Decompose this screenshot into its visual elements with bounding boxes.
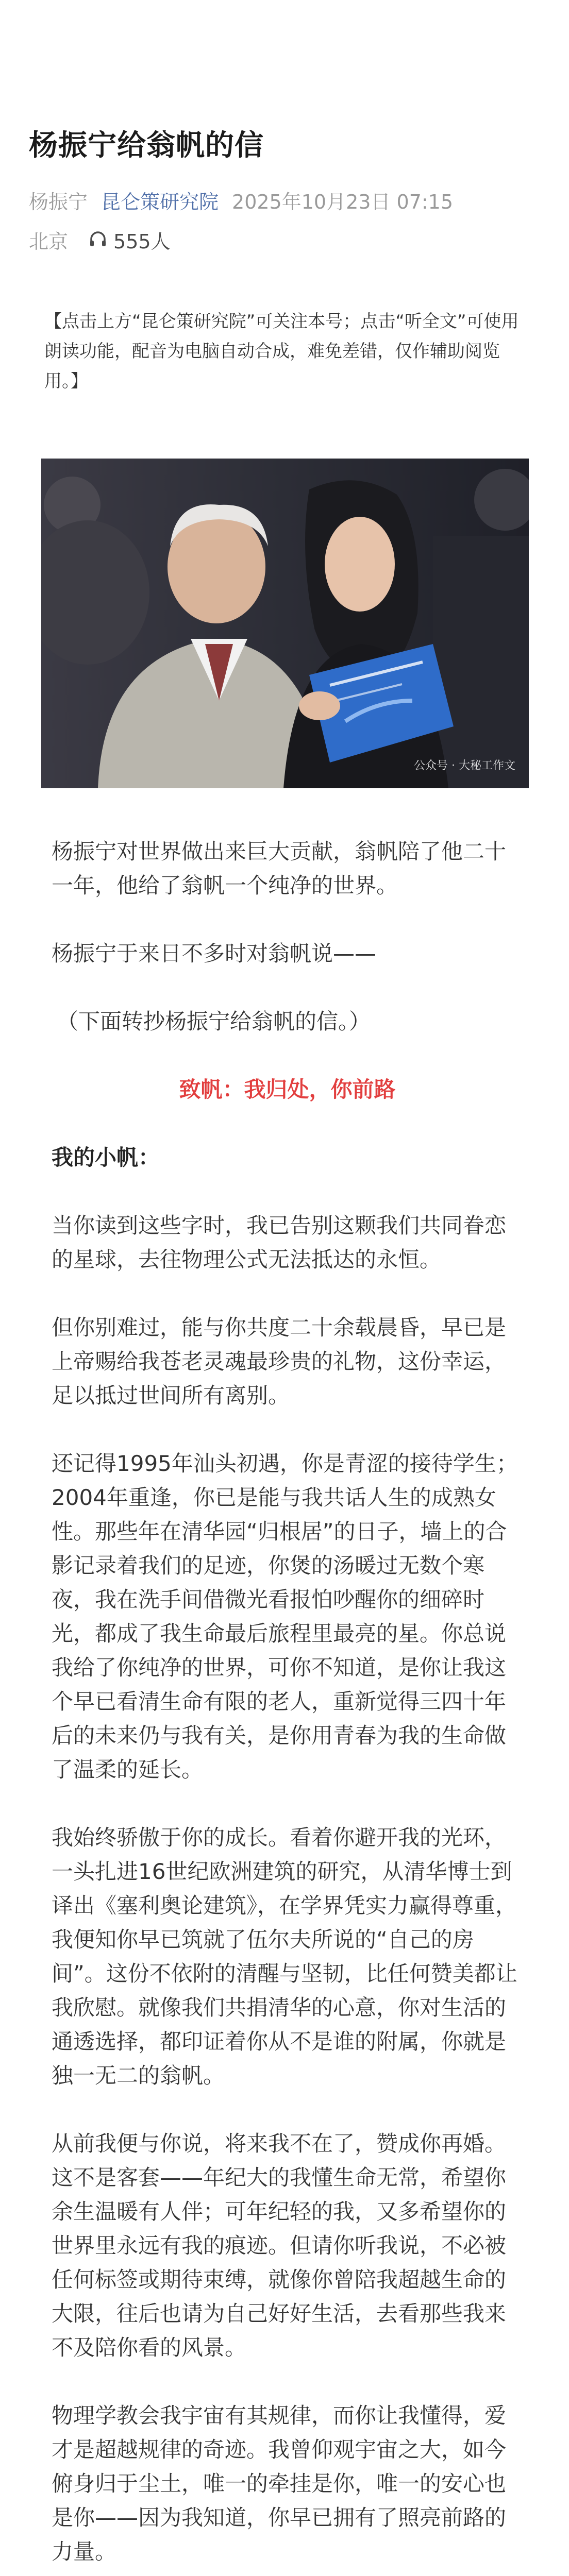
letter-headline: 致帆：我归处，你前路 bbox=[179, 1077, 396, 1102]
publish-datetime: 2025年10月23日 07:15 bbox=[232, 190, 454, 213]
account-name-link[interactable]: 昆仑策研究院 bbox=[101, 190, 219, 213]
letter-paragraph-1: 当你读到这些字时，我已告别这颗我们共同眷恋的星球，去往物理公式无法抵达的永恒。 bbox=[52, 1213, 507, 1272]
letter-paragraph-2: 但你别难过，能与你共度二十余载晨昏，早已是上帝赐给我苍老灵魂最珍贵的礼物，这份幸运，足以抵过世间所有离别。 bbox=[52, 1315, 507, 1408]
location: 北京 bbox=[29, 230, 69, 253]
letter-paragraph-4: 我始终骄傲于你的成长。看着你避开我的光环，一头扎进16世纪欧洲建筑的研究，从清华博士到译出《塞利奥论建筑》，在学界凭实力赢得尊重，我便知你早已筑就了伍尔夫所说的“自己的房间”。这份不依附的清醒与坚韧，比任何赞美都让我欣慰。就像我们共捐清华的心意，你对生活的通透选择，都印证着你从不是谁的附属，你就是独一无二的翁帆。 bbox=[52, 1825, 517, 2088]
letter-paragraph-3: 还记得1995年汕头初遇，你是青涩的接待学生；2004年重逢，你已是能与我共话人生的成熟女性。那些年在清华园“归根居”的日子，墙上的合影记录着我们的足迹，你煲的汤暖过无数个寒夜，我在洗手间借微光看报怕吵醒你的细碎时光，都成了我生命最后旅程里最亮的星。你总说我给了你纯净的世界，可你不知道，是你让我这个早已看清生命有限的老人，重新觉得三四十年后的未来仍与我有关，是你用青春为我的生命做了温柔的延长。 bbox=[52, 1451, 518, 1782]
letter-salutation: 我的小帆： bbox=[52, 1145, 160, 1170]
headphones-icon bbox=[89, 230, 107, 249]
photo-watermark: 公众号 · 大秘工作文 bbox=[414, 759, 515, 772]
listen-count: 555人 bbox=[113, 230, 171, 253]
article-photo bbox=[41, 459, 529, 788]
transcription-note: （下面转抄杨振宁给翁帆的信。） bbox=[57, 1009, 371, 1034]
letter-paragraph-6: 物理学教会我宇宙有其规律，而你让我懂得，爱才是超越规律的奇迹。我曾仰观宇宙之大，如今俯身归于尘土，唯一的牵挂是你，唯一的安心也是你——因为我知道，你早已拥有了照亮前路的力量。 bbox=[52, 2403, 507, 2564]
listen-button[interactable] bbox=[89, 226, 171, 254]
lead-paragraph: 杨振宁于来日不多时对翁帆说—— bbox=[52, 941, 377, 966]
letter-paragraph-5: 从前我便与你说，将来我不在了，赞成你再婚。这不是客套——年纪大的我懂生命无常，希望你余生温暖有人伴；可年纪轻的我，又多希望你的世界里永远有我的痕迹。但请你听我说，不必被任何标签或期待束缚，就像你曾陪我超越生命的大限，往后也请为自己好好生活，去看那些我来不及陪你看的风景。 bbox=[52, 2131, 507, 2360]
author-name: 杨振宁 bbox=[29, 190, 88, 213]
article-meta-secondary bbox=[29, 225, 171, 254]
article-title: 杨振宁给翁帆的信 bbox=[29, 129, 264, 162]
article-body bbox=[52, 835, 523, 2576]
article-meta bbox=[29, 185, 453, 214]
follow-notice: 【点击上方“昆仑策研究院”可关注本号；点击“听全文”可使用朗读功能，配音为电脑自动合成，难免差错，仅作辅助阅览用。】 bbox=[44, 311, 519, 392]
intro-paragraph: 杨振宁对世界做出来巨大贡献，翁帆陪了他二十一年，他给了翁帆一个纯净的世界。 bbox=[52, 839, 507, 898]
